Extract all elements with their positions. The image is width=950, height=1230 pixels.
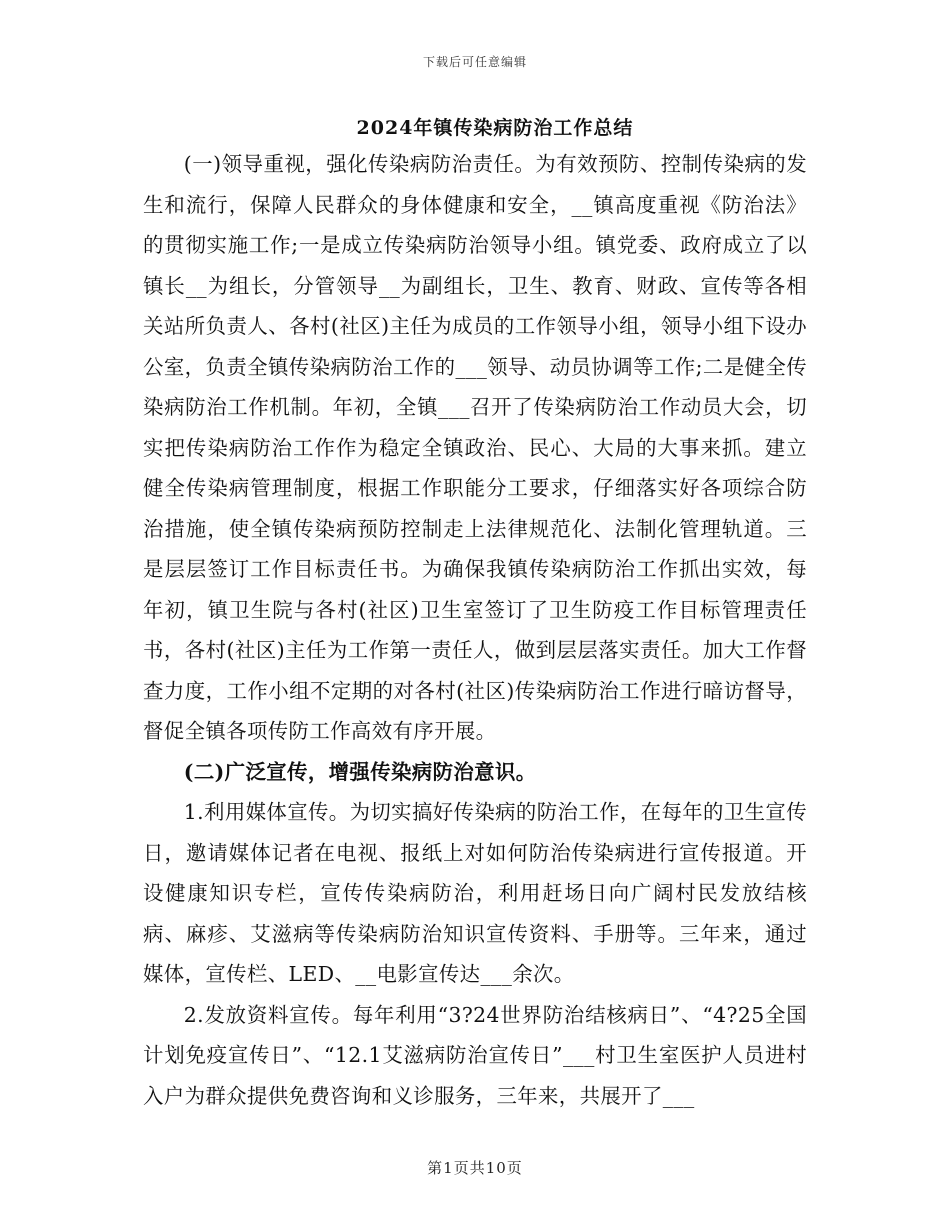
paragraph-leadership: (一)领导重视，强化传染病防治责任。为有效预防、控制传染病的发生和流行，保障人民群众的身体健康和安全，__镇高度重视《防治法》的贯彻实施工作;一是成立传染病防治领导小组。镇党委、政府成立了以镇长__为组长，分管领导__为副组长，卫生、教育、财政、宣传等各相关站所负责人、各村(社区)主任为成员的工作领导小组，领导小组下设办公室，负责全镇传染病防治工作的___领导、动员协调等工作;二是健全传染病防治工作机制。年初，全镇___召开了传染病防治工作动员大会，切实把传染病防治工作作为稳定全镇政治、民心、大局的大事来抓。建立健全传染病管理制度，根据工作职能分工要求，仔细落实好各项综合防治措施，使全镇传染病预防控制走上法律规范化、法制化管理轨道。三是层层签订工作目标责任书。为确保我镇传染病防治工作抓出实效，每年初，镇卫生院与各村(社区)卫生室签订了卫生防疫工作目标管理责任书，各村(社区)主任为工作第一责任人，做到层层落实责任。加大工作督查力度，工作小组不定期的对各村(社区)传染病防治工作进行暗访督导，督促全镇各项传防工作高效有序开展。 xyxy=(143,152,807,743)
page-header-note: 下载后可任意编辑 xyxy=(422,55,527,69)
paragraph-materials-publicity: 2.发放资料宣传。每年利用“3?24世界防治结核病日”、“4?25全国计划免疫宣传日”、“12.1艾滋病防治宣传日”___村卫生室医护人员进村入户为群众提供免费咨询和义诊服务，三年来，共展开了___ xyxy=(143,1002,807,1108)
page-footer-pagination: 第1页共10页 xyxy=(427,1159,523,1177)
document-title: 2024年镇传染病防治工作总结 xyxy=(356,117,634,139)
paragraph-media-publicity: 1.利用媒体宣传。为切实搞好传染病的防治工作，在每年的卫生宣传日，邀请媒体记者在电视、报纸上对如何防治传染病进行宣传报道。开设健康知识专栏，宣传传染病防治，利用赶场日向广阔村民发放结核病、麻疹、艾滋病等传染病防治知识宣传资料、手册等。三年来，通过媒体，宣传栏、LED、__电影宣传达___余次。 xyxy=(143,800,807,986)
section-heading-publicity: (二)广泛宣传，增强传染病防治意识。 xyxy=(183,759,537,784)
document-body xyxy=(143,144,807,1116)
